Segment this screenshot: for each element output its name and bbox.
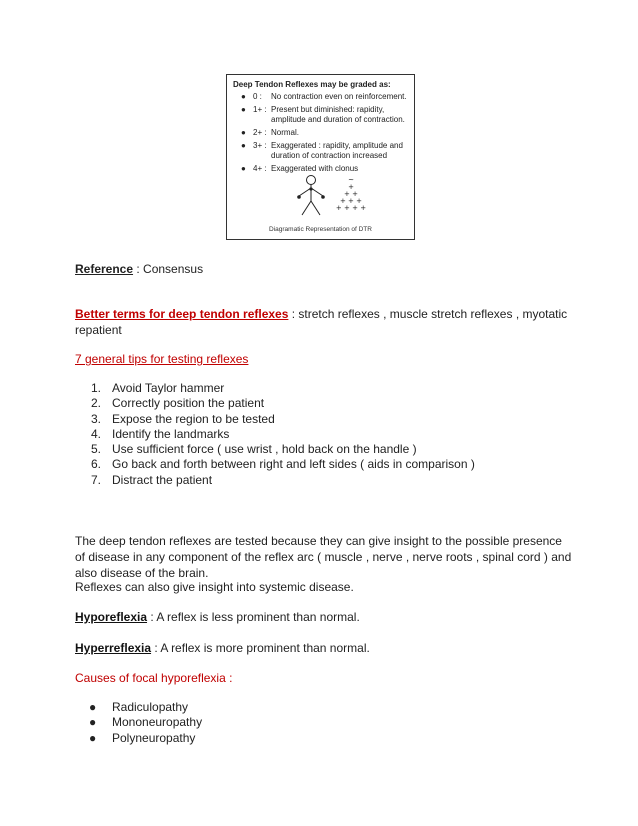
list-item: 7. Distract the patient (91, 472, 213, 487)
dtr-grade-list (241, 92, 413, 177)
hyporeflexia-label: Hyporeflexia (75, 610, 148, 624)
reference-label: Reference (75, 262, 134, 276)
list-item: ● Mononeuropathy (89, 715, 203, 730)
list-item: 5. Use sufficient force ( use wrist , hold back on the handle ) (91, 442, 417, 457)
dtr-grade-item: ● 2+ : Normal. (241, 128, 413, 138)
list-item: 6. Go back and forth between right and left sides ( aids in comparison ) (91, 457, 475, 472)
better-terms-label: Better terms for deep tendon reflexes (75, 307, 289, 321)
tips-heading: 7 general tips for testing reflexes (75, 352, 249, 366)
dtr-grade: 3+ : (253, 141, 267, 150)
reference-line (75, 261, 203, 277)
dtr-grade-item: ● 0 : No contraction even on reinforcement. (241, 92, 413, 102)
stick-figure-diagram (287, 173, 377, 219)
dtr-title: Deep Tendon Reflexes may be graded as: (233, 80, 391, 89)
systemic-disease-paragraph: Reflexes can also give insight into systemic disease. (75, 580, 354, 594)
reflex-arc-paragraph: The deep tendon reflexes are tested because they can give insight to the possible presence of disease in any component of the reflex arc ( muscle , nerve , nerve roots , spinal cord ) and also disease of the brain. (75, 534, 572, 580)
stick-figure-icon (298, 176, 325, 216)
list-item: ● Polyneuropathy (89, 730, 196, 745)
list-item: 1. Avoid Taylor hammer (91, 381, 225, 395)
dtr-desc: Exaggerated with clonus (271, 164, 359, 173)
dtr-grade: 1+ : (253, 105, 267, 114)
list-item: ● Radiculopathy (89, 700, 189, 714)
causes-list (75, 700, 202, 746)
causes-heading: Causes of focal hyporeflexia : (75, 671, 233, 685)
dtr-grade-item: ● 3+ : Exaggerated : rapidity, amplitude and duration of contraction increased (241, 141, 413, 161)
tips-list (75, 381, 475, 488)
dtr-caption: Diagramatic Representation of DTR (269, 226, 372, 233)
dtr-grade: 4+ : (253, 164, 267, 173)
plus-row: + + (344, 190, 358, 198)
list-item: 4. Identify the landmarks (91, 426, 230, 441)
reference-value: : Consensus (133, 262, 204, 276)
dtr-figure-box (226, 74, 415, 240)
hyporeflexia-line: Hyporeflexia : A reflex is less prominent than normal. (75, 610, 360, 624)
plus-row: + + + + (335, 204, 367, 212)
plus-row: + (348, 183, 354, 191)
dtr-desc: Present but diminished: rapidity, amplitude and duration of contraction. (271, 105, 405, 124)
better-terms-value: : stretch reflexes , muscle stretch reflexes , myotatic repatient (75, 307, 568, 337)
dtr-desc: No contraction even on reinforcement. (271, 92, 407, 101)
list-item: 3. Expose the region to be tested (91, 411, 275, 426)
dtr-grade-item: ● 4+ : Exaggerated with clonus (241, 164, 413, 174)
dtr-grade-item: ● 1+ : Present but diminished: rapidity, amplitude and duration of contraction. (241, 105, 413, 125)
list-item: 2. Correctly position the patient (91, 396, 265, 411)
dtr-desc: Normal. (271, 128, 300, 137)
hyperreflexia-label: Hyperreflexia (75, 641, 152, 655)
dtr-grade: 0 : (253, 92, 262, 101)
plus-row: ~ (348, 176, 354, 184)
hyperreflexia-line: Hyperreflexia : A reflex is more prominent than normal. (75, 641, 370, 655)
plus-row: + + + (339, 197, 363, 205)
dtr-grade: 2+ : (253, 128, 267, 137)
better-terms-paragraph (75, 306, 575, 338)
dtr-desc: Exaggerated : rapidity, amplitude and duration of contraction increased (271, 141, 403, 160)
